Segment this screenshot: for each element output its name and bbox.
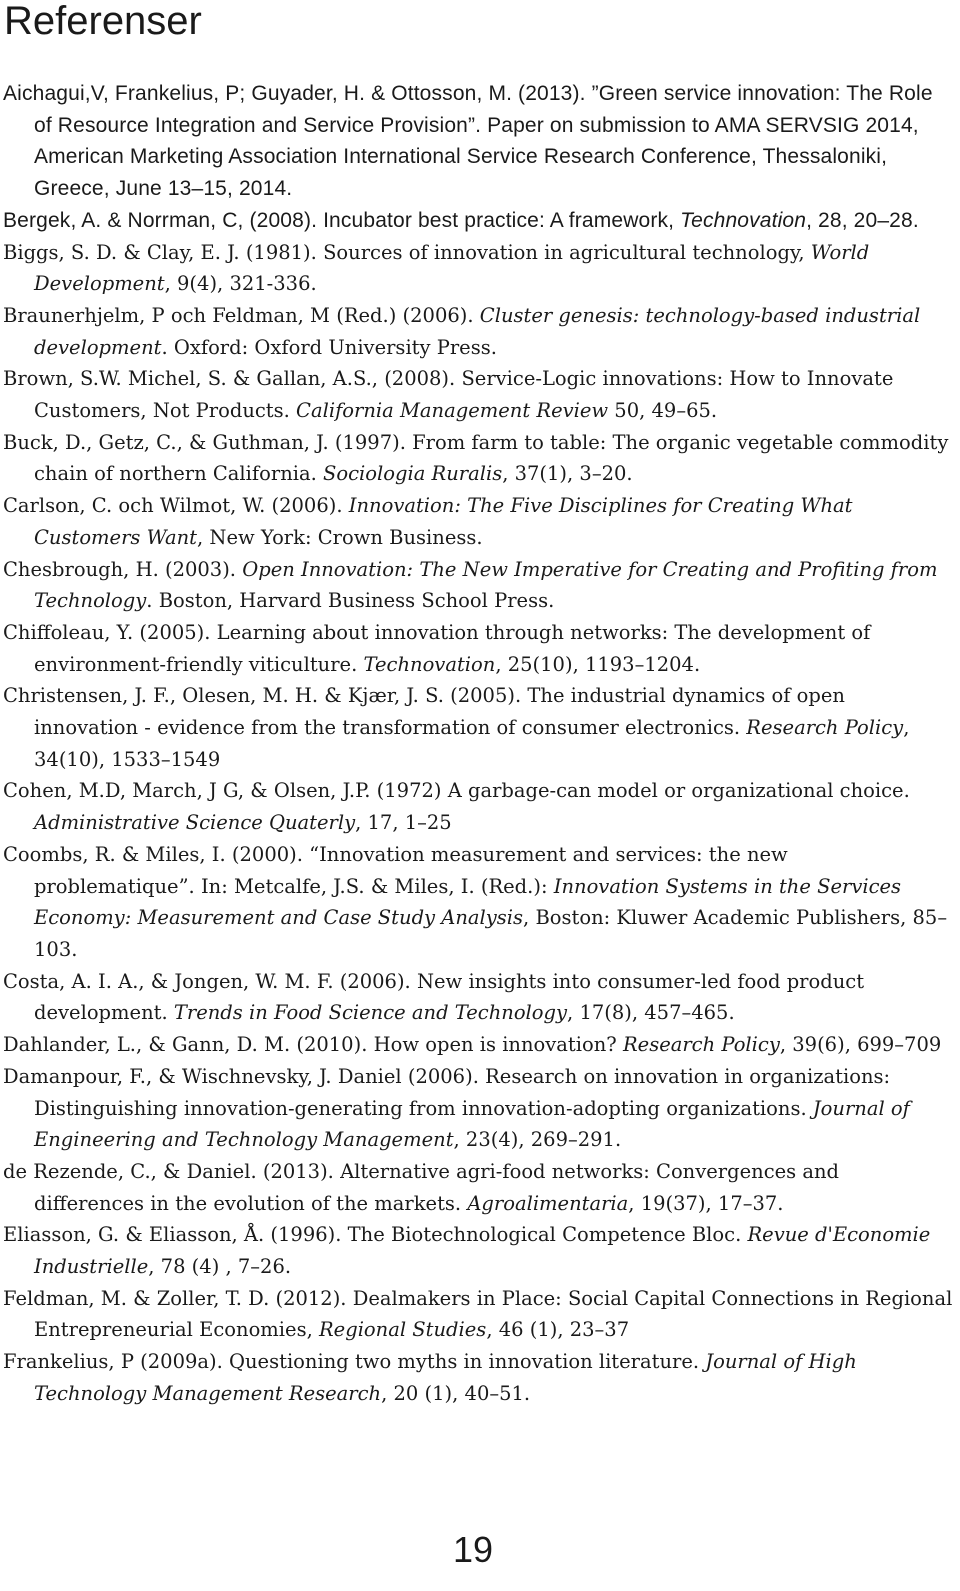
- page-title: Referenser: [4, 0, 202, 43]
- reference-source-title: Journal of High Technology Management Research: [34, 1350, 857, 1405]
- reference-source-title: Open Innovation: The New Imperative for Creating and Profiting from Technology: [34, 557, 938, 613]
- reference-details: , 23(4), 269–291.: [453, 1128, 622, 1152]
- reference-details: 50, 49–65.: [608, 399, 718, 423]
- reference-details: , 19(37), 17–37.: [628, 1191, 784, 1215]
- reference-source-title: World Development: [34, 240, 870, 296]
- page-number: 19: [452, 1529, 494, 1570]
- reference-details: , 20 (1), 40–51.: [381, 1381, 531, 1405]
- reference-text: Braunerhjelm, P och Feldman, M (Red.) (2006).: [3, 303, 480, 327]
- reference-details: , 9(4), 321-336.: [164, 272, 317, 296]
- reference-source-title: Technovation: [680, 208, 807, 232]
- reference-entry: [3, 1029, 953, 1061]
- reference-source-title: Research Policy: [746, 716, 904, 740]
- reference-details: , 25(10), 1193–1204.: [495, 652, 701, 676]
- reference-details: , 34(10), 1533–1549: [34, 716, 910, 771]
- reference-text: Chiffoleau, Y. (2005). Learning about innovation through networks: The development of environment-friendly viticulture.: [3, 620, 871, 676]
- reference-entry: [3, 427, 953, 490]
- reference-entry: [3, 839, 953, 966]
- reference-entry: [3, 237, 953, 300]
- reference-text: Chesbrough, H. (2003).: [3, 557, 243, 581]
- reference-entry: [3, 1061, 953, 1156]
- reference-source-title: Research Policy: [622, 1033, 780, 1057]
- reference-source-title: Agroalimentaria: [467, 1191, 629, 1215]
- reference-source-title: Revue d'Economie Industrielle: [34, 1223, 931, 1279]
- reference-source-title: Technovation: [363, 652, 496, 676]
- reference-entry: [3, 775, 953, 838]
- reference-entry: [3, 966, 953, 1029]
- reference-text: Biggs, S. D. & Clay, E. J. (1981). Sources of innovation in agricultural technology,: [3, 240, 811, 264]
- reference-entry: [3, 1346, 953, 1409]
- reference-text: Bergek, A. & Norrman, C, (2008). Incubator best practice: A framework,: [3, 208, 681, 232]
- reference-details: , 28, 20–28.: [806, 208, 919, 232]
- reference-text: Frankelius, P (2009a). Questioning two myths in innovation literature.: [3, 1350, 706, 1374]
- reference-entry: [3, 680, 953, 775]
- reference-details: , 39(6), 699–709: [779, 1033, 942, 1057]
- reference-source-title: Administrative Science Quaterly: [34, 811, 356, 835]
- reference-details: , New York: Crown Business.: [197, 525, 483, 549]
- reference-text: Aichagui,V, Frankelius, P; Guyader, H. & Ottosson, M. (2013). ”Green service innovation: The Role of Resource Integration and Service Provision”. Paper on submission to AMA SERVSIG 2014, American Marketing Association International Service Research Conference, Thessaloniki, Greece, June 13–15, 2014.: [3, 82, 933, 201]
- reference-entry: [3, 490, 953, 553]
- reference-text: Christensen, J. F., Olesen, M. H. & Kjær, J. S. (2005). The industrial dynamics of open innovation - evidence from the transformation of consumer electronics.: [3, 684, 845, 740]
- reference-text: Eliasson, G. & Eliasson, Å. (1996). The Biotechnological Competence Bloc.: [3, 1223, 748, 1247]
- reference-entry: [3, 205, 953, 237]
- reference-entry: [3, 1156, 953, 1219]
- reference-source-title: Regional Studies: [318, 1318, 487, 1342]
- reference-source-title: Innovation: The Five Disciplines for Creating What Customers Want: [34, 494, 853, 549]
- reference-text: Feldman, M. & Zoller, T. D. (2012). Dealmakers in Place: Social Capital Connections in Regional Entrepreneurial Economies,: [3, 1286, 953, 1342]
- reference-text: Brown, S.W. Michel, S. & Gallan, A.S., (2008). Service-Logic innovations: How to Innovate Customers, Not Products.: [3, 367, 894, 423]
- reference-text: Dahlander, L., & Gann, D. M. (2010). How open is innovation?: [3, 1033, 623, 1057]
- reference-details: , 78 (4) , 7–26.: [148, 1255, 292, 1279]
- reference-text: Buck, D., Getz, C., & Guthman, J. (1997). From farm to table: The organic vegetable commodity chain of northern California.: [3, 430, 949, 486]
- reference-entry: [3, 300, 953, 363]
- reference-text: Cohen, M.D, March, J G, & Olsen, J.P. (1972) A garbage-can model or organizational choice.: [3, 779, 910, 803]
- reference-entry: [3, 617, 953, 680]
- reference-entry: [3, 1219, 953, 1282]
- reference-details: , 17, 1–25: [355, 811, 452, 835]
- reference-text: Coombs, R. & Miles, I. (2000). “Innovation measurement and services: the new problematique”. In: Metcalfe, J.S. & Miles, I. (Red.):: [3, 842, 788, 898]
- reference-list: [3, 78, 953, 1410]
- reference-text: Carlson, C. och Wilmot, W. (2006).: [3, 494, 349, 518]
- reference-details: , Boston: Kluwer Academic Publishers, 85–103.: [34, 906, 948, 961]
- reference-source-title: Trends in Food Science and Technology: [173, 1001, 568, 1025]
- reference-text: Costa, A. I. A., & Jongen, W. M. F. (2006). New insights into consumer-led food product development.: [3, 969, 865, 1025]
- reference-details: , 37(1), 3–20.: [502, 462, 633, 486]
- reference-source-title: Innovation Systems in the Services Economy: Measurement and Case Study Analysis: [34, 874, 902, 930]
- reference-text: de Rezende, C., & Daniel. (2013). Alternative agri-food networks: Convergences and differences in the evolution of the markets.: [3, 1159, 840, 1215]
- reference-entry: [3, 363, 953, 426]
- reference-source-title: California Management Review: [296, 399, 609, 423]
- reference-details: , 46 (1), 23–37: [486, 1318, 630, 1342]
- reference-source-title: Cluster genesis: technology-based industrial development: [34, 303, 921, 359]
- reference-entry: [3, 78, 953, 205]
- reference-entry: [3, 1283, 953, 1346]
- reference-details: , 17(8), 457–465.: [567, 1001, 735, 1025]
- reference-source-title: Sociologia Ruralis: [323, 462, 503, 486]
- reference-entry: [3, 554, 953, 617]
- reference-details: . Oxford: Oxford University Press.: [161, 335, 497, 359]
- reference-text: Damanpour, F., & Wischnevsky, J. Daniel (2006). Research on innovation in organizations: Distinguishing innovation-generating from innovation-adopting organizations.: [3, 1064, 891, 1120]
- reference-source-title: Journal of Engineering and Technology Management: [34, 1096, 910, 1152]
- reference-details: . Boston, Harvard Business School Press.: [146, 589, 555, 613]
